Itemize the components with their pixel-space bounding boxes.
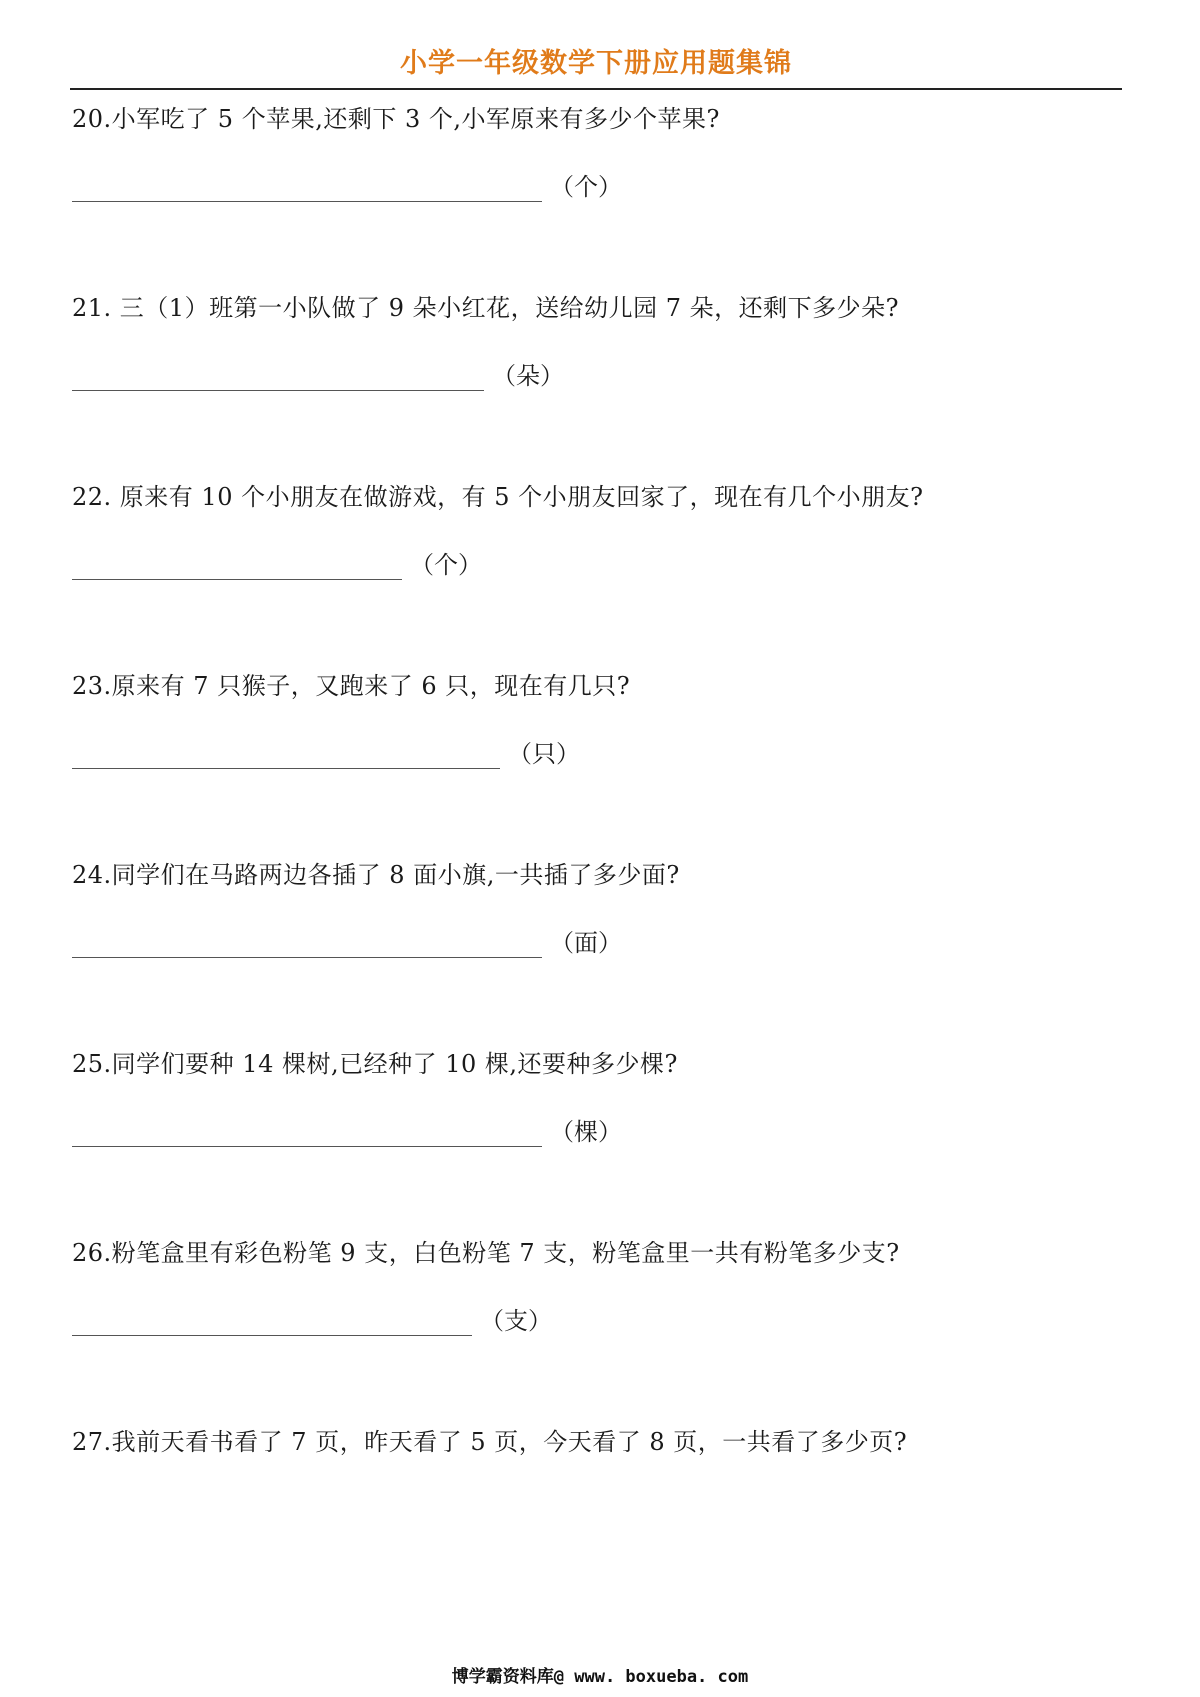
answer-unit: （只） (508, 740, 580, 768)
answer-blank[interactable] (72, 171, 542, 202)
answer-row (72, 735, 1122, 769)
answer-row (72, 924, 1122, 958)
question-text: 25.同学们要种 14 棵树,已经种了 10 棵,还要种多少棵? (72, 1050, 678, 1078)
answer-blank[interactable] (72, 1305, 472, 1336)
answer-blank[interactable] (72, 360, 484, 391)
question-text: 20.小军吃了 5 个苹果,还剩下 3 个,小军原来有多少个苹果? (72, 105, 720, 133)
question-text: 24.同学们在马路两边各插了 8 面小旗,一共插了多少面? (72, 861, 680, 889)
answer-row (72, 546, 1122, 580)
page-title: 小学一年级数学下册应用题集锦 (400, 48, 792, 79)
answer-unit: （个） (550, 173, 622, 201)
question-text: 26.粉笔盒里有彩色粉笔 9 支，白色粉笔 7 支，粉笔盒里一共有粉笔多少支? (72, 1239, 900, 1267)
question-text: 23.原来有 7 只猴子，又跑来了 6 只，现在有几只? (72, 672, 631, 700)
question-22 (72, 482, 1122, 580)
answer-blank[interactable] (72, 549, 402, 580)
question-text: 22. 原来有 10 个小朋友在做游戏，有 5 个小朋友回家了，现在有几个小朋友? (72, 483, 924, 511)
answer-row (72, 1302, 1122, 1336)
answer-blank[interactable] (72, 927, 542, 958)
page-header (70, 44, 1122, 90)
question-27 (72, 1427, 1122, 1457)
answer-unit: （朵） (492, 362, 564, 390)
question-24 (72, 860, 1122, 958)
question-20 (72, 104, 1122, 202)
page-footer: 博学霸资料库@ www. boxueba. com (451, 1667, 749, 1687)
answer-row (72, 1113, 1122, 1147)
answer-blank[interactable] (72, 1116, 542, 1147)
answer-unit: （棵） (550, 1118, 622, 1146)
answer-blank[interactable] (72, 738, 500, 769)
answer-unit: （面） (550, 929, 622, 957)
question-text: 21. 三（1）班第一小队做了 9 朵小红花，送给幼儿园 7 朵，还剩下多少朵? (72, 294, 899, 322)
question-25 (72, 1049, 1122, 1147)
question-23 (72, 671, 1122, 769)
question-21 (72, 293, 1122, 391)
answer-unit: （支） (480, 1307, 552, 1335)
answer-unit: （个） (410, 551, 482, 579)
answer-row (72, 168, 1122, 202)
question-26 (72, 1238, 1122, 1336)
answer-row (72, 357, 1122, 391)
question-text: 27.我前天看书看了 7 页，昨天看了 5 页，今天看了 8 页，一共看了多少页? (72, 1428, 908, 1456)
